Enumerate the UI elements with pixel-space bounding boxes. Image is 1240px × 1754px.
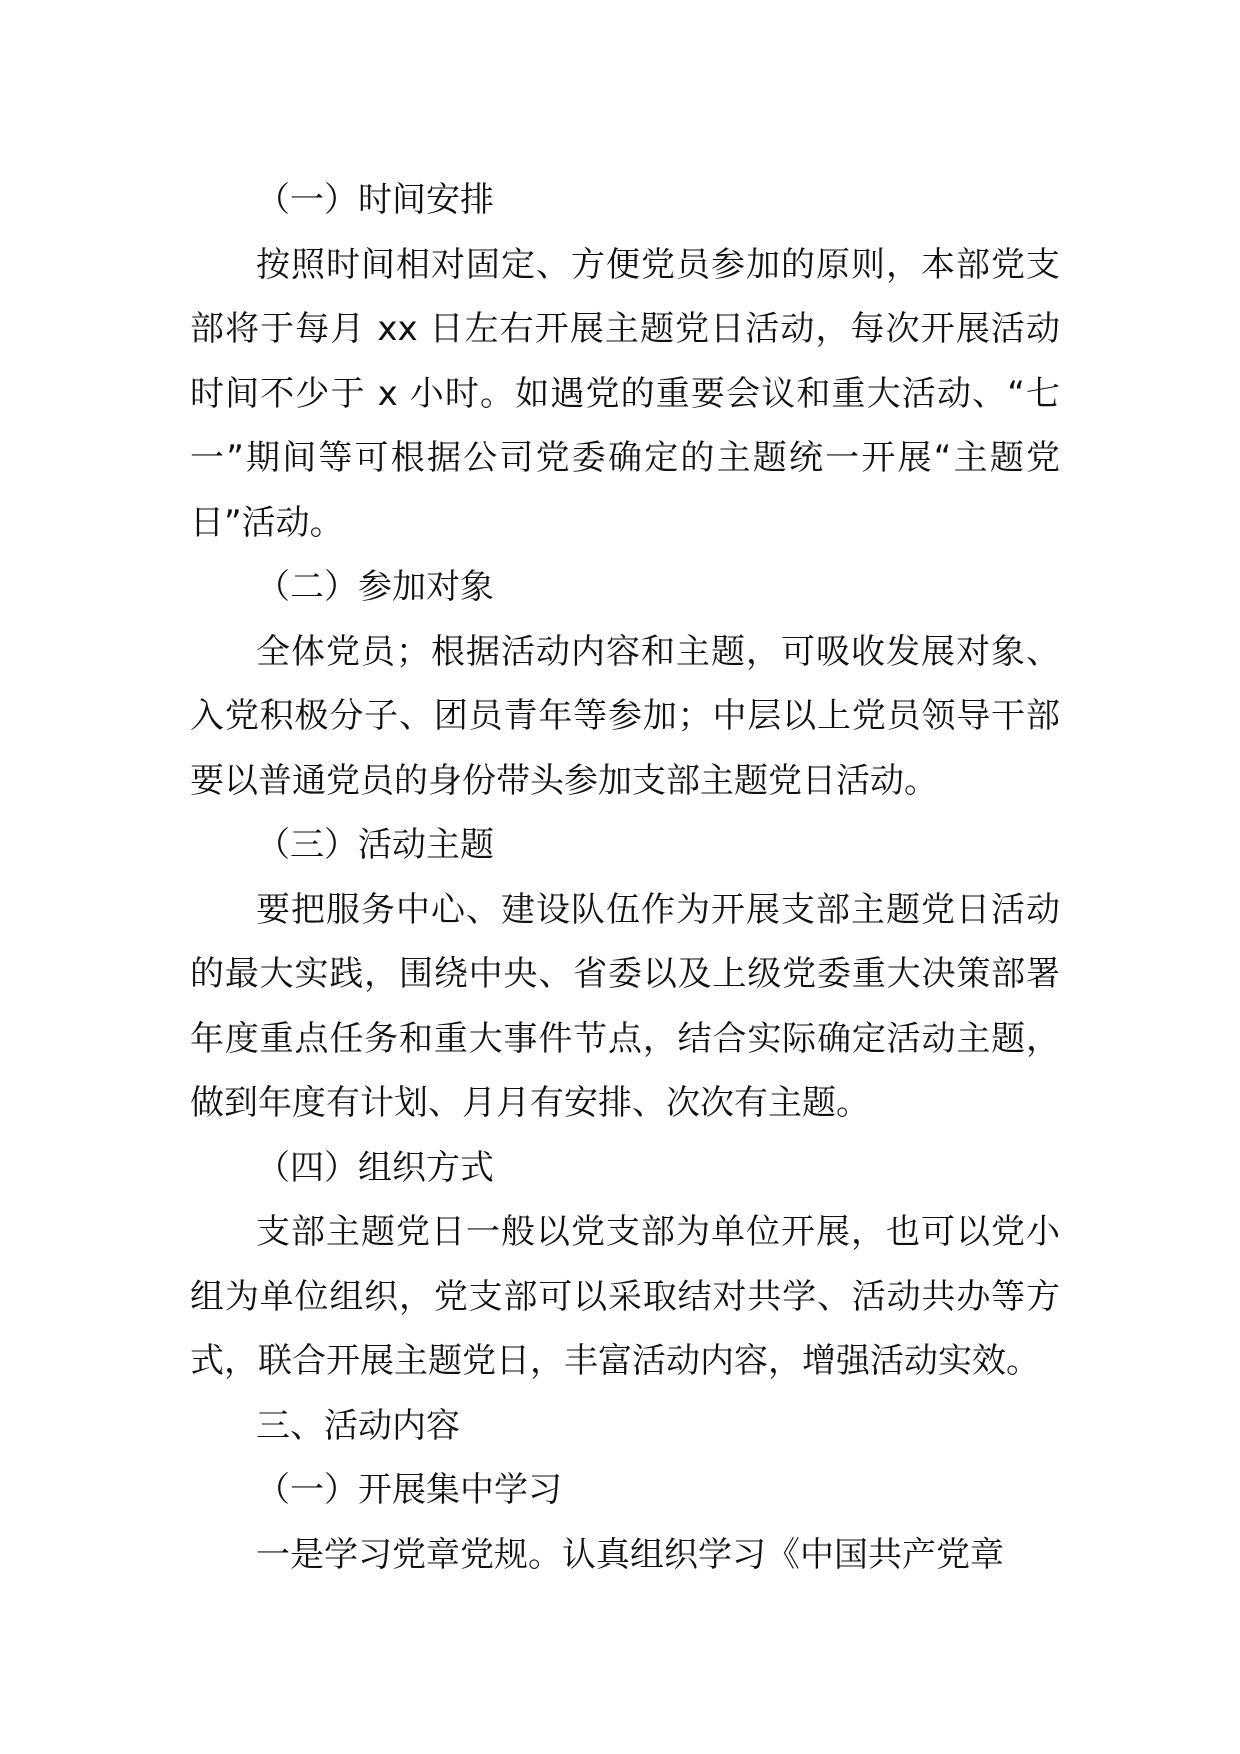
subsection-heading-centralized-study: （一）开展集中学习: [256, 1470, 562, 1510]
paragraph-activity-theme: 要把服务中心、建设队伍作为开展支部主题党日活动的最大实践，围绕中央、省委以及上级党委重大决策部署年度重点任务和重大事件节点，结合实际确定活动主题，做到年度有计划、月月有安排、次次有主题。: [190, 889, 1060, 1123]
section-heading-organization-method: （四）组织方式: [256, 1147, 494, 1188]
section-heading-activity-theme: （三）活动主题: [256, 825, 494, 865]
paragraph-time-arrangement: 按照时间相对固定、方便党员参加的原则，本部党支部将于每月 xx 日左右开展主题党日活动，每次开展活动时间不少于 x 小时。如遇党的重要会议和重大活动、“七一”期间等可根据公司党委确定的主题统一开展“主题党日”活动。: [190, 244, 1060, 543]
section-heading-activity-content: 三、活动内容: [256, 1405, 460, 1446]
section-heading-participants: （二）参加对象: [256, 567, 494, 607]
section-heading-time-arrangement: （一）时间安排: [256, 180, 494, 220]
document-body: [190, 168, 1060, 1587]
paragraph-participants: 全体党员；根据活动内容和主题，可吸收发展对象、入党积极分子、团员青年等参加；中层以上党员领导干部要以普通党员的身份带头参加支部主题党日活动。: [190, 631, 1060, 801]
paragraph-organization-method: 支部主题党日一般以党支部为单位开展，也可以党小组为单位组织，党支部可以采取结对共学、活动共办等方式，联合开展主题党日，丰富活动内容，增强活动实效。: [190, 1212, 1060, 1381]
paragraph-centralized-study: 一是学习党章党规。认真组织学习《中国共产党章: [256, 1534, 1004, 1575]
